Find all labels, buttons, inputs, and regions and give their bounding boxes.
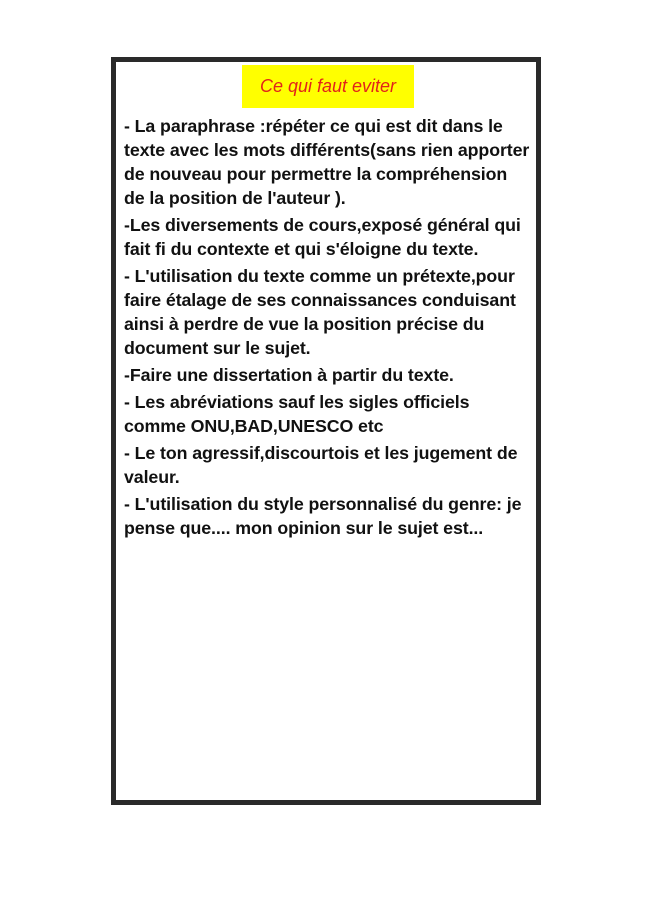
page-title: Ce qui faut eviter (259, 76, 397, 96)
list-item-ton-agressif: - Le ton agressif,discourtois et les jugement de valeur. (124, 443, 518, 487)
list-item-diversements: -Les diversements de cours,exposé général qui fait fi du contexte et qui s'éloigne du texte. (124, 215, 521, 259)
list-item-paraphrase: - La paraphrase :répéter ce qui est dit dans le texte avec les mots différents(sans rien apporter de nouveau pour permettre la compréhension de la position de l'auteur ). (124, 116, 530, 208)
list-item-dissertation: -Faire une dissertation à partir du texte. (124, 365, 454, 385)
document-frame (111, 57, 541, 805)
list-item-pretexte: - L'utilisation du texte comme un prétexte,pour faire étalage de ses connaissances conduisant ainsi à perdre de vue la position précise du document sur le sujet. (124, 266, 516, 358)
avoid-list (124, 114, 532, 543)
title-highlight (242, 65, 414, 108)
list-item-style-personnalise: - L'utilisation du style personnalisé du genre: je pense que.... mon opinion sur le sujet est... (124, 494, 522, 538)
list-item-abreviations: - Les abréviations sauf les sigles officiels comme ONU,BAD,UNESCO etc (124, 392, 470, 436)
